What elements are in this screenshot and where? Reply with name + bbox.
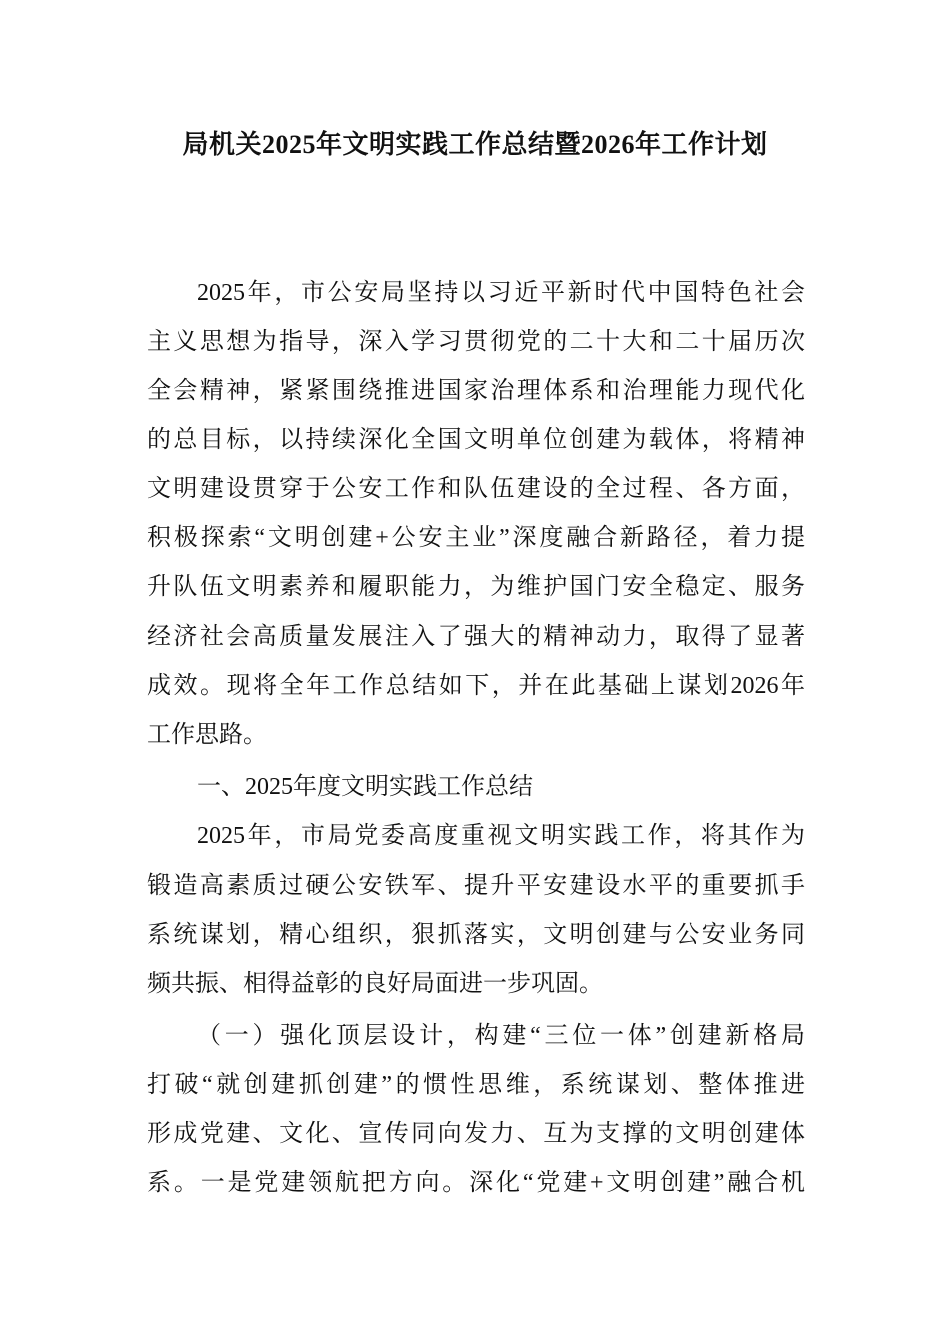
text-line: 2025年，市局党委高度重视文明实践工作，将其作为 (197, 823, 805, 849)
subsection-heading: （一）强化顶层设计，构建“三位一体”创建新格局 (197, 1023, 805, 1049)
text-line: 频共振、相得益彰的良好局面进一步巩固。 (147, 971, 603, 997)
text-line: 全会精神，紧紧围绕推进国家治理体系和治理能力现代化 (147, 378, 805, 404)
text-line: 形成党建、文化、宣传同向发力、互为支撑的文明创建体 (147, 1121, 805, 1147)
text-line: 文明建设贯穿于公安工作和队伍建设的全过程、各方面， (147, 476, 805, 502)
text-line: 系统谋划，精心组织，狠抓落实，文明创建与公安业务同 (147, 922, 805, 948)
text-line: 工作思路。 (147, 722, 267, 748)
text-line: 的总目标，以持续深化全国文明单位创建为载体，将精神 (147, 427, 805, 453)
text-line: 成效。现将全年工作总结如下，并在此基础上谋划2026年 (147, 673, 805, 699)
text-line: 经济社会高质量发展注入了强大的精神动力，取得了显著 (147, 624, 805, 650)
text-line: 打破“就创建抓创建”的惯性思维，系统谋划、整体推进 (147, 1072, 805, 1098)
document-title: 局机关2025年文明实践工作总结暨2026年工作计划 (182, 130, 768, 159)
text-line: 主义思想为指导，深入学习贯彻党的二十大和二十届历次 (147, 329, 805, 355)
text-line: 升队伍文明素养和履职能力，为维护国门安全稳定、服务 (147, 574, 805, 600)
text-line: 锻造高素质过硬公安铁军、提升平安建设水平的重要抓手 (147, 873, 805, 899)
text-line: 2025年，市公安局坚持以习近平新时代中国特色社会 (197, 280, 805, 306)
text-line: 积极探索“文明创建+公安主业”深度融合新路径，着力提 (147, 525, 805, 551)
section-heading: 一、2025年度文明实践工作总结 (197, 774, 533, 800)
text-line: 系。一是党建领航把方向。深化“党建+文明创建”融合机 (147, 1170, 805, 1196)
